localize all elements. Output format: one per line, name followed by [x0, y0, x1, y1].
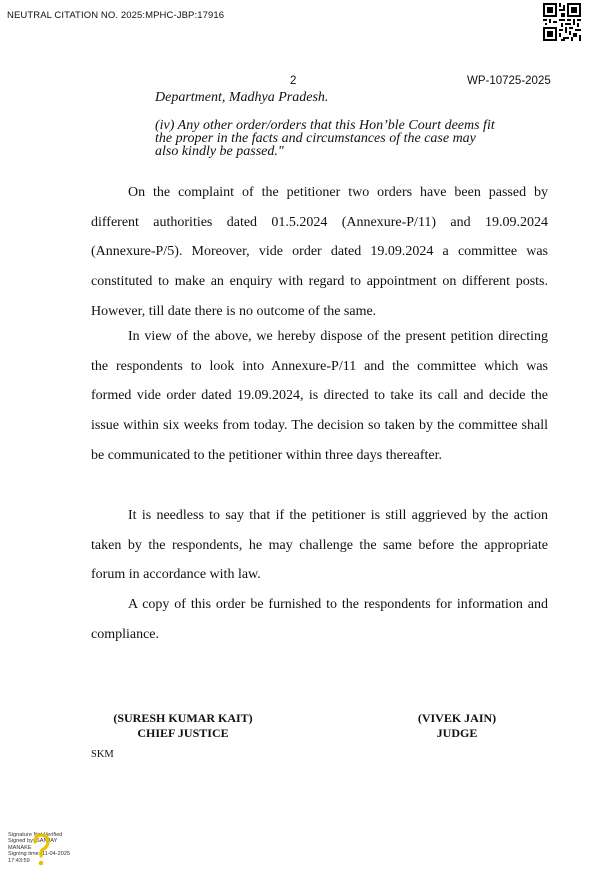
- signing-time: Signing time: 11-04-2025: [8, 851, 71, 858]
- prayer-continuation: Department, Madhya Pradesh.: [155, 90, 329, 105]
- case-number: WP-10725-2025: [467, 75, 551, 87]
- page-number: 2: [290, 75, 297, 87]
- signature-block-chief-justice: [108, 711, 258, 741]
- signer-name-continued: MANAKE: [8, 844, 32, 851]
- signing-clock: 17:43:59: [8, 857, 30, 864]
- signatory-title: CHIEF JUSTICE: [137, 726, 229, 740]
- paragraph-text: A copy of this order be furnished to the respondents for information and compliance.: [91, 597, 548, 642]
- signatory-name: (VIVEK JAIN): [417, 711, 497, 725]
- signer-name: Signed by: SANJAY: [8, 838, 58, 845]
- paragraph-text: In view of the above, we hereby dispose of the present petition directing the respondents to look into Annexure-P/11 and the committee which was formed vide order dated 19.09.2024, is directed to take its call and decide the issue within six weeks from today. The decision so taken by the committee shall be communicated to the petitioner within three days thereafter.: [91, 329, 548, 463]
- prayer-item-iv: (iv) Any other order/orders that this Hon’ble Court deems fit the proper in the facts and circumstances of the case may also kindly be passed.": [155, 118, 495, 159]
- paragraph-liberty: [91, 501, 548, 590]
- paragraph-disposal: [91, 322, 548, 471]
- paragraph-complaint: [91, 178, 548, 327]
- paragraph-text: It is needless to say that if the petitioner is still aggrieved by the action taken by the respondents, he may challenge the same before the appropriate forum in accordance with law.: [91, 508, 548, 583]
- signature-status: Signature Not Verified: [8, 832, 63, 838]
- stenographer-initials: SKM: [91, 749, 114, 760]
- neutral-citation: NEUTRAL CITATION NO. 2025:MPHC-JBP:17916: [7, 10, 225, 21]
- signatory-title: JUDGE: [436, 726, 478, 740]
- paragraph-text: On the complaint of the petitioner two orders have been passed by different authorities dated 01.5.2024 (Annexure-P/11) and 19.09.2024 (Annexure-P/5). Moreover, vide order dated 19.09.2024 a committee was constituted to make an enquiry with regard to appointment on different posts. However, till date there is no outcome of the same.: [91, 185, 548, 319]
- signature-block-judge: [407, 711, 507, 741]
- paragraph-copy: [91, 590, 548, 649]
- signature-unverified-icon: [30, 832, 52, 868]
- qr-code-icon: [543, 3, 581, 41]
- signatory-name: (SURESH KUMAR KAIT): [113, 711, 253, 725]
